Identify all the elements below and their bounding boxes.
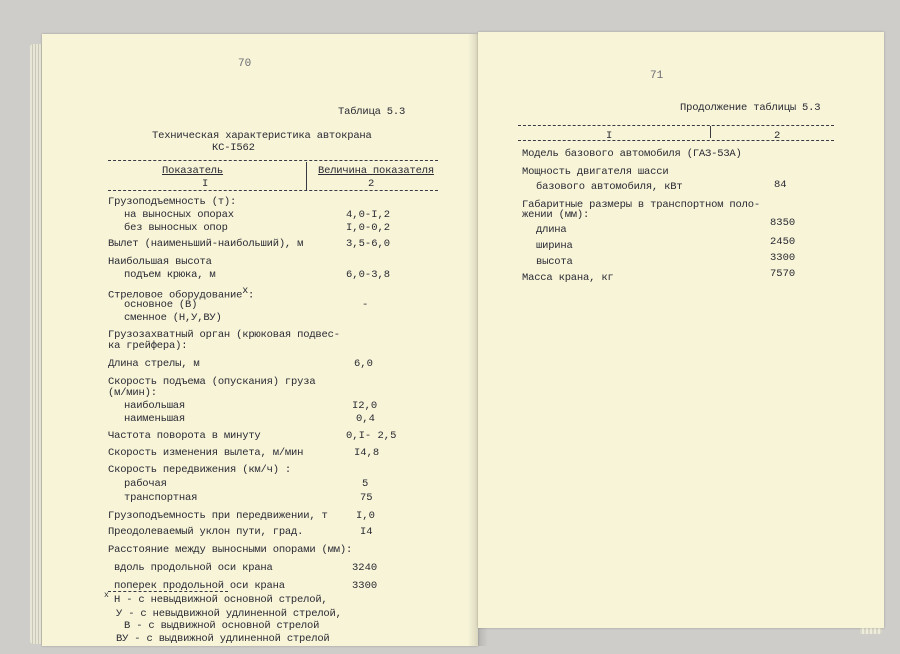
row-label: Грузоподъемность (т): xyxy=(108,196,237,208)
row-value: I2,0 xyxy=(352,400,378,412)
continuation-label: Продолжение таблицы 5.3 xyxy=(680,102,821,114)
footnote-mark: x xyxy=(104,591,109,600)
row-label: жении (мм): xyxy=(522,209,590,221)
row-value: 4,0-I,2 xyxy=(346,209,391,221)
row-value: 5 xyxy=(362,478,369,490)
row-label: длина xyxy=(536,224,567,236)
row-label: Грузоподъемность при передвижении, т xyxy=(108,510,328,522)
footnote: Н - с невыдвижной основной стрелой, xyxy=(114,594,328,606)
row-value: 0,4 xyxy=(356,413,375,425)
right-page xyxy=(478,32,884,628)
header-num2: 2 xyxy=(774,130,781,142)
row-label: Вылет (наименьший-наибольший), м xyxy=(108,238,304,250)
header-rule-top xyxy=(108,160,438,161)
header-rule-bottom xyxy=(108,190,438,191)
row-value: I4,8 xyxy=(354,447,380,459)
row-label: на выносных опорах xyxy=(124,209,234,221)
table-title-line2: КС-I562 xyxy=(212,142,255,154)
row-label: Преодолеваемый уклон пути, град. xyxy=(108,526,304,538)
header-separator xyxy=(710,126,711,138)
header-num1: I xyxy=(606,130,613,142)
row-label: Габаритные размеры в транспортном поло- xyxy=(522,199,760,211)
footnote: В - с выдвижной основной стрелой xyxy=(124,620,320,632)
row-value: 2450 xyxy=(770,236,796,248)
row-label: Мощность двигателя шасси xyxy=(522,166,669,178)
row-value: 6,0 xyxy=(354,358,373,370)
row-label: без выносных опор xyxy=(124,222,228,234)
table-label: Таблица 5.3 xyxy=(338,106,406,118)
row-value: 3300 xyxy=(352,580,378,592)
row-label: Грузозахватный орган (крюковая подвес- xyxy=(108,329,340,341)
row-label: Скорость подъема (опускания) груза xyxy=(108,376,316,388)
row-label: подъем крюка, м xyxy=(124,269,216,281)
row-value: 3240 xyxy=(352,562,378,574)
open-book xyxy=(8,14,892,644)
row-value: 75 xyxy=(360,492,373,504)
row-label: ка грейфера): xyxy=(108,340,188,352)
row-value: 3,5-6,0 xyxy=(346,238,391,250)
header-col1: Показатель xyxy=(162,165,224,177)
row-label: сменное (Н,У,ВУ) xyxy=(124,312,222,324)
row-value: 3300 xyxy=(770,252,796,264)
header-rule-bottom xyxy=(518,140,834,141)
row-value: 0,I- 2,5 xyxy=(346,430,397,442)
row-label: ширина xyxy=(536,240,573,252)
header-separator xyxy=(306,162,307,190)
row-label: Стреловое оборудование$^x$: xyxy=(108,286,255,302)
row-label: Скорость передвижения (км/ч) : xyxy=(108,464,292,476)
row-value: 7570 xyxy=(770,268,796,280)
header-col2: Величина показателя xyxy=(318,165,434,177)
page-number-left: 70 xyxy=(238,58,252,70)
row-label: высота xyxy=(536,256,573,268)
footnote: У - с невыдвижной удлиненной стрелой, xyxy=(116,608,342,620)
row-label: поперек продольной оси крана xyxy=(114,580,285,592)
row-value: 6,0-3,8 xyxy=(346,269,391,281)
footnote-rule xyxy=(108,591,228,592)
row-label: вдоль продольной оси крана xyxy=(114,562,273,574)
row-label: рабочая xyxy=(124,478,167,490)
row-value: I,0 xyxy=(356,510,375,522)
row-label: транспортная xyxy=(124,492,198,504)
row-value: I,0-0,2 xyxy=(346,222,391,234)
row-label: Модель базового автомобиля (ГАЗ-53А) xyxy=(522,148,742,160)
footnote: ВУ - с выдвижной удлиненной стрелой xyxy=(116,633,330,645)
row-label: базового автомобиля, кВт xyxy=(536,181,683,193)
table-title-line1: Техническая характеристика автокрана xyxy=(152,130,372,142)
left-page xyxy=(42,34,478,646)
row-value: 8350 xyxy=(770,217,796,229)
row-value: 84 xyxy=(774,179,787,191)
header-num1: I xyxy=(202,178,209,190)
row-label: наименьшая xyxy=(124,413,186,425)
header-rule-top xyxy=(518,125,834,126)
row-value: - xyxy=(362,299,369,311)
header-num2: 2 xyxy=(368,178,375,190)
footnote-mark: x xyxy=(242,286,249,297)
row-label: (м/мин): xyxy=(108,387,157,399)
row-label: Частота поворота в минуту xyxy=(108,430,261,442)
row-label: Наибольшая высота xyxy=(108,256,212,268)
row-label: наибольшая xyxy=(124,400,186,412)
row-label: основное (В) xyxy=(124,299,198,311)
row-label: Длина стрелы, м xyxy=(108,358,200,370)
row-value: I4 xyxy=(360,526,373,538)
row-label: Масса крана, кг xyxy=(522,272,614,284)
row-label: Расстояние между выносными опорами (мм): xyxy=(108,544,353,556)
row-label: Скорость изменения вылета, м/мин xyxy=(108,447,304,459)
page-number-right: 71 xyxy=(650,70,664,82)
